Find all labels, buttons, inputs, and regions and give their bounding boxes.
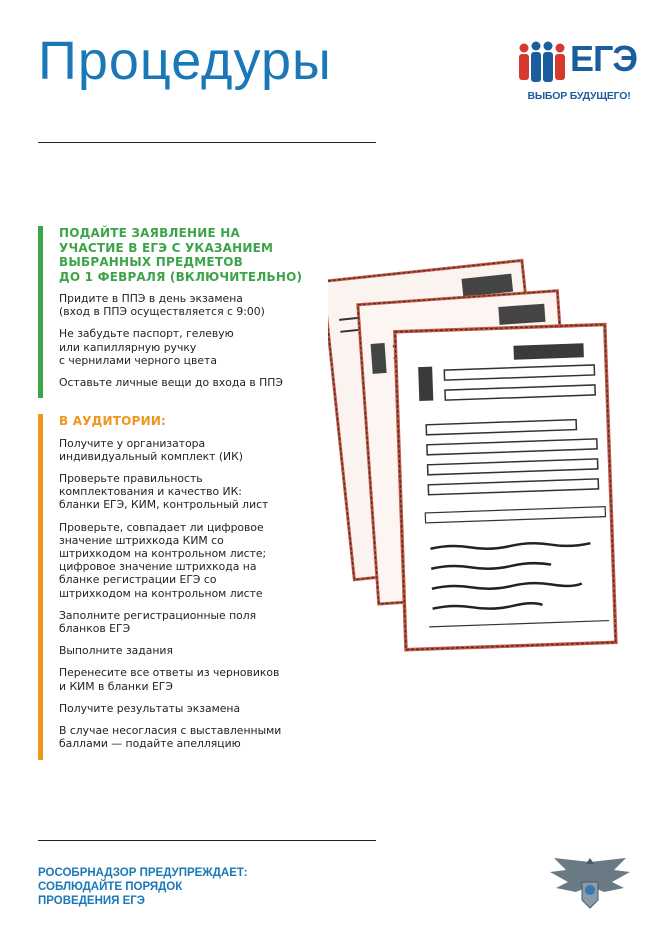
list-item: В случае несогласия с выставленными баллами — подайте апелляцию (59, 723, 282, 751)
section-before-exam (38, 226, 328, 398)
rosobrnadzor-eagle-emblem-icon (546, 852, 634, 916)
list-item: Проверьте, совпадает ли цифровое значение штрихкода КИМ со штрихкодом на контрольном листе; цифровое значение штрихкода на бланке регистрации ЕГЭ со штрихкодом на контрольном листе (59, 520, 267, 600)
section-accent-bar (38, 414, 43, 760)
logo-tagline: ВЫБОР БУДУЩЕГО! (527, 90, 631, 102)
page-title: Процедуры (38, 31, 332, 91)
list-item: Придите в ППЭ в день экзамена (вход в ППЭ осуществляется с 9:00) (59, 292, 265, 319)
ege-people-logo-icon (516, 40, 570, 88)
list-item: Оставьте личные вещи до входа в ППЭ (59, 376, 283, 390)
logo-wordmark: ЕГЭ (570, 38, 638, 79)
exam-forms-sketch-icon (328, 236, 628, 666)
top-divider (38, 142, 376, 143)
footer-warning: РОСОБРНАДЗОР ПРЕДУПРЕЖДАЕТ: СОБЛЮДАЙТЕ ПОРЯДОК ПРОВЕДЕНИЯ ЕГЭ (38, 867, 248, 907)
list-item: Проверьте правильность комплектования и качество ИК: бланки ЕГЭ, КИМ, контрольный лист (59, 471, 269, 512)
list-item: Заполните регистрационные поля бланков ЕГЭ (59, 608, 257, 635)
list-item: Не забудьте паспорт, гелевую или капиллярную ручку с чернилами черного цвета (59, 327, 234, 367)
list-item: Получите у организатора индивидуальный комплект (ИК) (59, 436, 243, 463)
section-heading: ПОДАЙТЕ ЗАЯВЛЕНИЕ НА УЧАСТИЕ В ЕГЭ С УКАЗАНИЕМ ВЫБРАННЫХ ПРЕДМЕТОВ ДО 1 ФЕВРАЛЯ (ВКЛЮЧИТЕЛЬНО) (59, 226, 303, 284)
ege-logo (516, 38, 642, 106)
bottom-divider (38, 840, 376, 841)
section-accent-bar (38, 226, 43, 398)
list-item: Выполните задания (59, 644, 173, 658)
section-heading: В АУДИТОРИИ: (59, 414, 167, 428)
section-in-auditorium (38, 414, 328, 760)
list-item: Перенесите все ответы из черновиков и КИМ в бланки ЕГЭ (59, 666, 280, 693)
list-item: Получите результаты экзамена (59, 701, 241, 715)
